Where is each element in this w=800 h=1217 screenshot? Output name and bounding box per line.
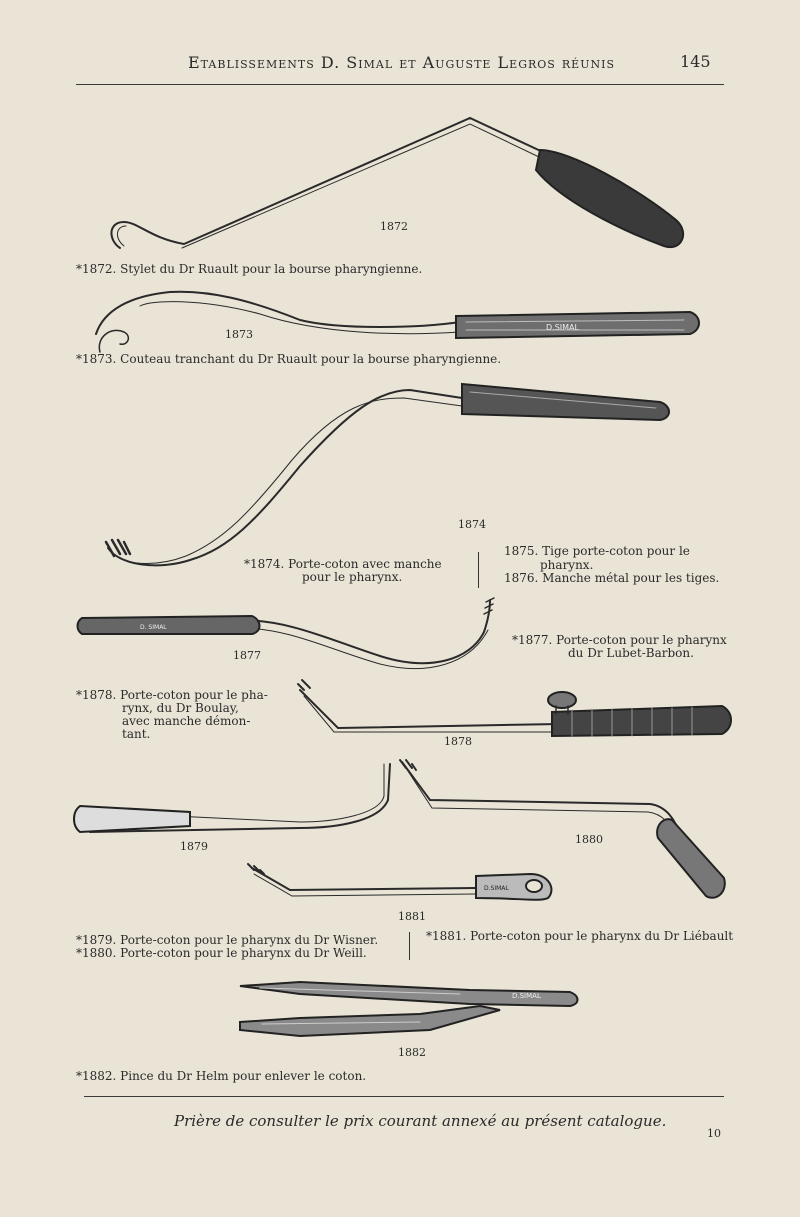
- instrument-1881-illustration: [248, 864, 551, 900]
- caption-divider-2: [409, 932, 410, 960]
- page-number: 145: [680, 52, 711, 71]
- instrument-1877-illustration: [78, 598, 495, 669]
- figure-number-1873: 1873: [225, 328, 253, 341]
- figure-number-1874: 1874: [458, 518, 486, 531]
- caption-1878-line4: tant.: [122, 727, 151, 741]
- instrument-1882-illustration: [240, 982, 578, 1036]
- mark-1877: D. SIMAL: [140, 624, 167, 631]
- mark-1882: D.SIMAL: [512, 992, 541, 1000]
- caption-1877-line1: *1877. Porte-coton pour le pharynx: [512, 633, 727, 647]
- caption-1880: *1880. Porte-coton pour le pharynx du Dr Weill.: [76, 946, 367, 960]
- instrument-1878-illustration: [298, 680, 731, 736]
- instrument-1874-illustration: [106, 384, 669, 565]
- caption-1877-line2: du Dr Lubet-Barbon.: [568, 646, 694, 660]
- mark-1873: D.SIMAL: [546, 323, 579, 332]
- instrument-1879-illustration: [74, 764, 390, 832]
- caption-1878-line1: *1878. Porte-coton pour le pha-: [76, 688, 268, 702]
- caption-divider: [478, 552, 479, 588]
- caption-1872: *1872. Stylet du Dr Ruault pour la bourse pharyngienne.: [76, 262, 423, 276]
- figure-number-1878: 1878: [444, 735, 472, 748]
- caption-1882: *1882. Pince du Dr Helm pour enlever le coton.: [76, 1069, 367, 1083]
- footer-note: Prière de consulter le prix courant annexé au présent catalogue.: [174, 1112, 667, 1130]
- caption-1874-line2: pour le pharynx.: [302, 570, 403, 584]
- caption-1878-line3: avec manche démon-: [122, 714, 251, 728]
- page-header-title: Etablissements D. Simal et Auguste Legros réunis: [188, 53, 615, 72]
- figure-number-1872: 1872: [380, 220, 408, 233]
- mark-1881: D.SIMAL: [484, 885, 509, 892]
- figure-number-1877: 1877: [233, 649, 261, 662]
- caption-1873: *1873. Couteau tranchant du Dr Ruault pour la bourse pharyngienne.: [76, 352, 502, 366]
- figure-number-1879: 1879: [180, 840, 208, 853]
- sheet-number: 10: [707, 1127, 721, 1140]
- instrument-1873-illustration: [96, 292, 699, 352]
- caption-1875-line2: pharynx.: [540, 558, 594, 572]
- caption-1878-line2: rynx, du Dr Boulay,: [122, 701, 239, 715]
- figure-number-1881: 1881: [398, 910, 426, 923]
- instrument-1880-illustration: [400, 760, 725, 898]
- caption-1876: 1876. Manche métal pour les tiges.: [504, 571, 720, 585]
- caption-1879: *1879. Porte-coton pour le pharynx du Dr Wisner.: [76, 933, 379, 947]
- caption-1881: *1881. Porte-coton pour le pharynx du Dr Liébault: [426, 929, 734, 943]
- figure-number-1882: 1882: [398, 1046, 426, 1059]
- caption-1875-line1: 1875. Tige porte-coton pour le: [504, 544, 690, 558]
- footer-rule: [84, 1096, 724, 1097]
- caption-1874-line1: *1874. Porte-coton avec manche: [244, 557, 442, 571]
- figure-number-1880: 1880: [575, 833, 603, 846]
